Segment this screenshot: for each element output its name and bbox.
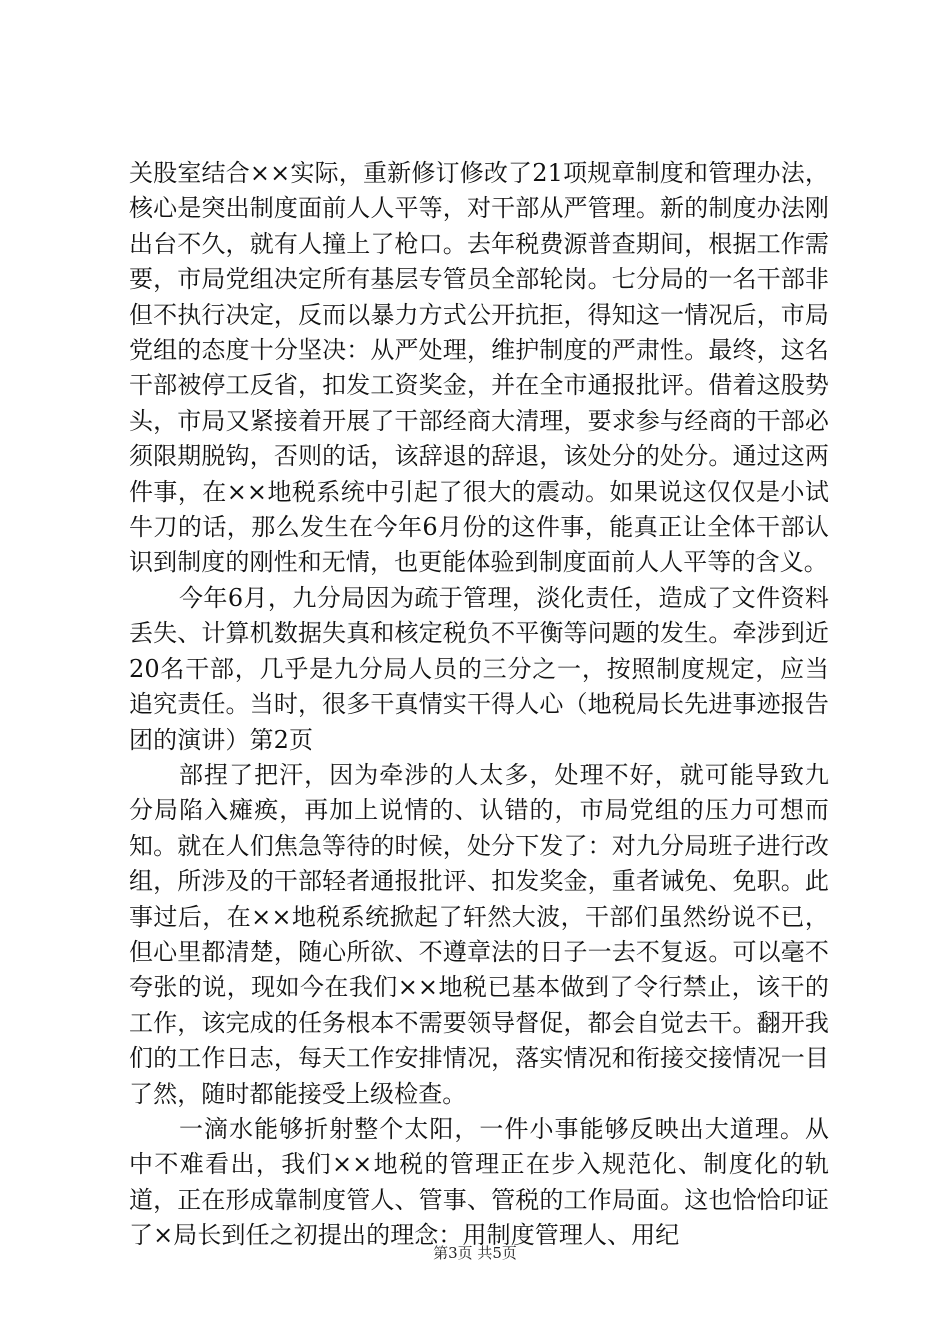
document-body (129, 156, 829, 1254)
paragraph-2: 今年6月，九分局因为疏于管理，淡化责任，造成了文件资料丢失、计算机数据失真和核定税负不平衡等问题的发生。牵涉到近20名干部，几乎是九分局人员的三分之一，按照制度规定，应当追究责任。当时，很多干真情实干得人心（地税局长先进事迹报告团的演讲）第2页 (129, 583, 829, 754)
paragraph-3: 部捏了把汗，因为牵涉的人太多，处理不好，就可能导致九分局陷入瘫痪，再加上说情的、认错的，市局党组的压力可想而知。就在人们焦急等待的时候，处分下发了：对九分局班子进行改组，所涉及的干部轻者通报批评、扣发奖金，重者诫免、免职。此事过后，在××地税系统掀起了轩然大波，干部们虽然纷说不已，但心里都清楚，随心所欲、不遵章法的日子一去不复返。可以毫不夸张的说，现如今在我们××地税已基本做到了令行禁止，该干的工作，该完成的任务根本不需要领导督促，都会自觉去干。翻开我们的工作日志，每天工作安排情况，落实情况和衔接交接情况一目了然，随时都能接受上级检查。 (129, 760, 829, 1108)
page-footer: 第3页 共5页 (433, 1244, 517, 1262)
paragraph-1: 关股室结合××实际，重新修订修改了21项规章制度和管理办法，核心是突出制度面前人人平等，对干部从严管理。新的制度办法刚出台不久，就有人撞上了枪口。去年税费源普查期间，根据工作需要，市局党组决定所有基层专管员全部轮岗。七分局的一名干部非但不执行决定，反而以暴力方式公开抗拒，得知这一情况后，市局党组的态度十分坚决：从严处理，维护制度的严肃性。最终，这名干部被停工反省，扣发工资奖金，并在全市通报批评。借着这股势头，市局又紧接着开展了干部经商大清理，要求参与经商的干部必须限期脱钩，否则的话，该辞退的辞退，该处分的处分。通过这两件事，在××地税系统中引起了很大的震动。如果说这仅仅是小试牛刀的话，那么发生在今年6月份的这件事，能真正让全体干部认识到制度的刚性和无情，也更能体验到制度面前人人平等的含义。 (129, 159, 829, 577)
paragraph-4: 一滴水能够折射整个太阳，一件小事能够反映出大道理。从中不难看出，我们××地税的管理正在步入规范化、制度化的轨道，正在形成靠制度管人、管事、管税的工作局面。这也恰恰印证了×局长到任之初提出的理念：用制度管理人、用纪 (129, 1114, 829, 1250)
